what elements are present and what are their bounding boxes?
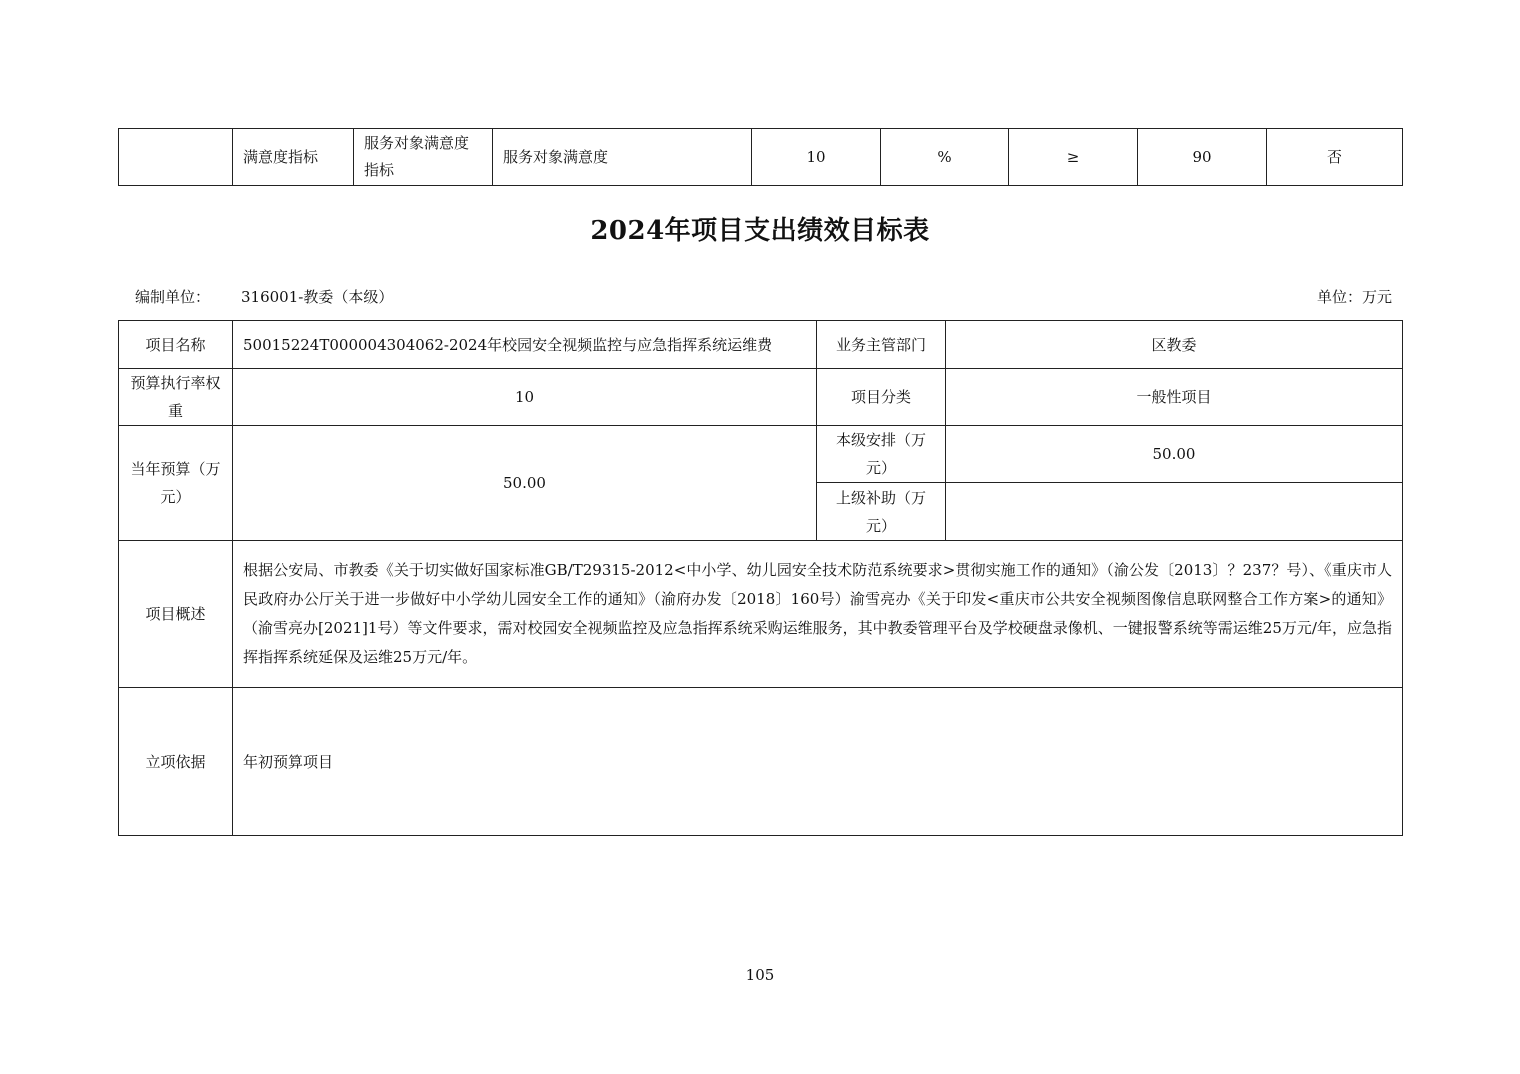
basis-label: 立项依据: [119, 688, 233, 836]
row-basis: [119, 688, 1403, 836]
cell-indicator-category: 满意度指标: [233, 129, 354, 186]
dept-value: 区教委: [946, 321, 1403, 369]
compiling-unit-value: 316001-教委（本级）: [241, 288, 394, 306]
previous-indicator-table: [118, 128, 1403, 186]
overview-label: 项目概述: [119, 541, 233, 688]
compiling-unit-label: 编制单位：: [135, 288, 211, 306]
category-value: 一般性项目: [946, 369, 1403, 426]
page-number: 105: [745, 966, 775, 984]
satisfaction-indicator-row: [119, 129, 1403, 186]
upper-label: 上级补助（万元）: [817, 483, 946, 541]
page-title: 2024年项目支出绩效目标表: [590, 216, 930, 246]
cell-indicator-operator: ≥: [1009, 129, 1138, 186]
cell-indicator-flag: 否: [1267, 129, 1403, 186]
basis-value: 年初预算项目: [233, 688, 1403, 836]
row-overview: [119, 541, 1403, 688]
upper-value: [946, 483, 1403, 541]
overview-value: 根据公安局、市教委《关于切实做好国家标准GB/T29315-2012<中小学、幼儿园安全技术防范系统要求>贯彻实施工作的通知》（渝公发〔2013〕？237？号）、《重庆市人民政府办公厅关于进一步做好中小学幼儿园安全工作的通知》（渝府办发〔2018〕160号）渝雪亮办《关于印发<重庆市公共安全视频图像信息联网整合工作方案>的通知》（渝雪亮办[2021]1号）等文件要求，需对校园安全视频监控及应急指挥系统采购运维服务，其中教委管理平台及学校硬盘录像机、一键报警系统等需运维25万元/年，应急指挥指挥系统延保及运维25万元/年。: [233, 541, 1403, 688]
row-budget-local: [119, 426, 1403, 483]
project-name-value: 50015224T000004304062-2024年校园安全视频监控与应急指挥系统运维费: [233, 321, 817, 369]
cell-empty: [119, 129, 233, 186]
exec-weight-label: 预算执行率权重: [119, 369, 233, 426]
compiling-unit: [135, 286, 393, 307]
money-unit: 单位：万元: [1316, 288, 1392, 306]
budget-value: 50.00: [233, 426, 817, 541]
dept-label: 业务主管部门: [817, 321, 946, 369]
exec-weight-value: 10: [233, 369, 817, 426]
local-label: 本级安排（万元）: [817, 426, 946, 483]
cell-indicator-weight: 10: [752, 129, 881, 186]
cell-indicator-subcategory: 服务对象满意度指标: [354, 129, 493, 186]
local-value: 50.00: [946, 426, 1403, 483]
category-label: 项目分类: [817, 369, 946, 426]
cell-indicator-target: 90: [1138, 129, 1267, 186]
cell-indicator-name: 服务对象满意度: [493, 129, 752, 186]
project-name-label: 项目名称: [119, 321, 233, 369]
row-project-name: [119, 321, 1403, 369]
performance-target-table: [118, 320, 1403, 836]
cell-indicator-unit: %: [881, 129, 1009, 186]
budget-label: 当年预算（万元）: [119, 426, 233, 541]
row-exec-weight: [119, 369, 1403, 426]
